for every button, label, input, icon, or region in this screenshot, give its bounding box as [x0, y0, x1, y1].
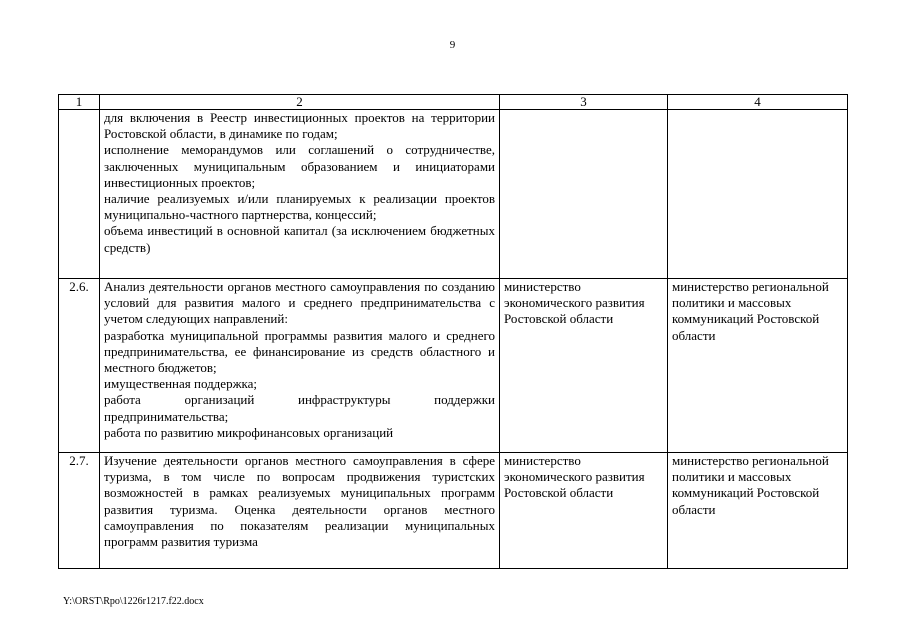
row-executor: министерство экономического развития Ростовской области — [500, 279, 668, 453]
description-line: разработка муниципальной программы развития малого и среднего предпринимательства, ее финансирование из средств областного и местного бюджетов; — [104, 327, 495, 376]
table-row — [59, 279, 848, 453]
description-line: для включения в Реестр инвестиционных проектов на территории Ростовской области, в динамике по годам; — [104, 110, 495, 142]
row-co-executor — [668, 110, 848, 279]
table-header-row — [59, 95, 848, 110]
table-row — [59, 453, 848, 569]
description-line: работа организаций инфраструктуры поддержки предпринимательства; — [104, 392, 495, 424]
description-line: исполнение меморандумов или соглашений о сотрудничестве, заключенных муниципальным образованием и инициаторами инвестиционных проектов; — [104, 142, 495, 190]
description-line: Анализ деятельности органов местного самоуправления по созданию условий для развития малого и среднего предпринимательства с учетом следующих направлений: — [104, 279, 495, 327]
row-executor — [500, 110, 668, 279]
row-number: 2.7. — [59, 453, 100, 569]
header-col-1: 1 — [59, 95, 100, 110]
table-row — [59, 110, 848, 279]
row-description — [100, 453, 500, 569]
header-col-2: 2 — [100, 95, 500, 110]
description-line: Изучение деятельности органов местного самоуправления в сфере туризма, в том числе по вопросам продвижения туристских возможностей в рамках реализуемых муниципальных программ развития туризма. Оценка деятельности органов местного самоуправления по показателям реализации муниципальных программ развития туризма — [104, 453, 495, 550]
row-description — [100, 279, 500, 453]
measures-table — [58, 94, 848, 569]
row-co-executor: министерство региональной политики и массовых коммуникаций Ростовской области — [668, 279, 848, 453]
page-number: 9 — [449, 39, 456, 51]
row-number: 2.6. — [59, 279, 100, 453]
footer-file-path: Y:\ORST\Rpo\1226r1217.f22.docx — [63, 596, 204, 607]
row-description — [100, 110, 500, 279]
description-line: работа по развитию микрофинансовых организаций — [104, 424, 394, 440]
header-col-3: 3 — [500, 95, 668, 110]
header-col-4: 4 — [668, 95, 848, 110]
description-line: имущественная поддержка; — [104, 376, 258, 392]
description-line: объема инвестиций в основной капитал (за исключением бюджетных средств) — [104, 223, 495, 255]
description-line: наличие реализуемых и/или планируемых к реализации проектов муниципально-частного партнерства, концессий; — [104, 191, 495, 223]
row-co-executor: министерство региональной политики и массовых коммуникаций Ростовской области — [668, 453, 848, 569]
row-number — [59, 110, 100, 279]
row-executor: министерство экономического развития Ростовской области — [500, 453, 668, 569]
